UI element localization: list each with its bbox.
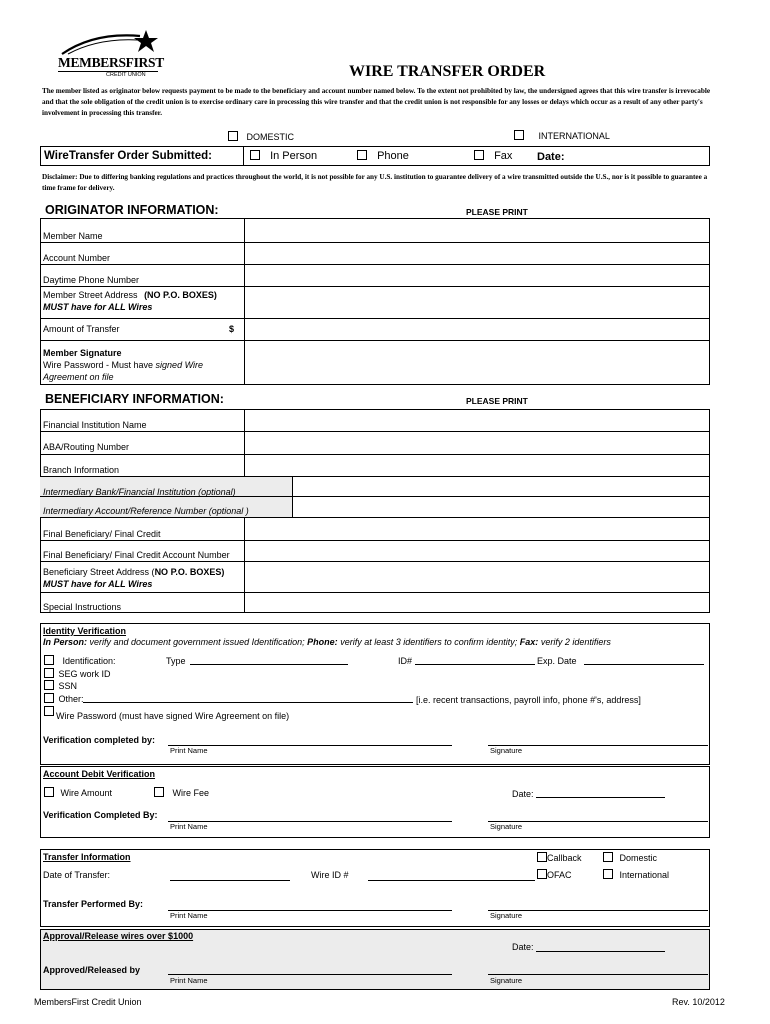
special-field[interactable] <box>245 593 709 612</box>
special-label: Special Instructions <box>43 602 122 612</box>
approval-heading: Approval/Release wires over $1000 <box>43 931 194 941</box>
logo <box>54 26 166 82</box>
member-address-field[interactable] <box>245 287 709 317</box>
transfer-international-row[interactable]: International <box>603 869 669 881</box>
other-hint: [i.e. recent transactions, payroll info, phone #'s, address] <box>416 695 641 705</box>
debit-date-label: Date: <box>512 789 534 799</box>
logo-brand: MEMBERSFIRST <box>58 55 164 70</box>
member-name-field[interactable] <box>245 219 709 241</box>
approved-label: Approved/Released by <box>43 965 141 975</box>
signature-label: Member Signature <box>43 348 122 358</box>
approved-signature-field[interactable] <box>488 974 708 975</box>
approval-date-label: Date: <box>512 942 534 952</box>
transfer-date-label: Date of Transfer: <box>43 870 111 880</box>
domestic-label: DOMESTIC <box>246 132 295 142</box>
inter-bank-label: Intermediary Bank/Financial Institution (optional) <box>43 487 236 497</box>
id-field[interactable] <box>415 664 535 665</box>
international-option[interactable] <box>514 130 610 141</box>
phone-number-field[interactable] <box>245 265 709 285</box>
fin-inst-label: Financial Institution Name <box>43 420 147 430</box>
phone-label: Daytime Phone Number <box>43 275 140 285</box>
logo-sub: CREDIT UNION <box>106 72 146 78</box>
ben-address-note: MUST have for ALL Wires <box>43 579 153 589</box>
inter-acct-label: Intermediary Account/Reference Number (optional ) <box>43 506 249 516</box>
ben-address-label: Beneficiary Street Address (NO P.O. BOXES) <box>43 567 225 577</box>
identity-heading: Identity Verification <box>43 626 127 636</box>
in-person-option[interactable] <box>250 150 317 162</box>
ben-address-field[interactable] <box>245 562 709 591</box>
aba-label: ABA/Routing Number <box>43 442 130 452</box>
footer-rev: Rev. 10/2012 <box>672 997 725 1007</box>
amount-field[interactable] <box>245 319 709 339</box>
final-credit-field[interactable] <box>245 518 709 539</box>
debit-heading: Account Debit Verification <box>43 769 156 779</box>
other-checkbox[interactable] <box>44 693 54 703</box>
amount-label: Amount of Transfer <box>43 324 120 334</box>
debit-print-caption: Print Name <box>170 822 208 831</box>
identification-row[interactable]: Identification: <box>44 655 116 667</box>
ssn-checkbox[interactable] <box>44 680 54 690</box>
address-note: MUST have for ALL Wires <box>43 302 153 312</box>
debit-completed-label: Verification Completed By: <box>43 810 158 820</box>
signature-caption: Signature <box>490 746 523 755</box>
identity-instructions: In Person: verify and document government issued Identification; Phone: verify at least 3 identifiers to confirm identity; Fax: verify 2 identifiers <box>43 637 611 647</box>
approved-print-caption: Print Name <box>170 976 208 985</box>
submitted-date-label: Date: <box>537 151 565 163</box>
member-name-label: Member Name <box>43 231 103 241</box>
wire-fee-row[interactable]: Wire Fee <box>154 787 209 799</box>
type-field[interactable] <box>190 664 348 665</box>
wire-amount-checkbox[interactable] <box>44 787 54 797</box>
approval-date-field[interactable] <box>536 951 665 952</box>
member-signature-field[interactable] <box>245 341 709 384</box>
fax-checkbox[interactable] <box>474 150 484 160</box>
debit-date-field[interactable] <box>536 797 665 798</box>
submitted-label: WireTransfer Order Submitted: <box>44 150 212 162</box>
password-label: Wire Password - Must have signed Wire <box>43 360 203 370</box>
transfer-date-field[interactable] <box>170 880 290 881</box>
transfer-domestic-row[interactable]: Domestic <box>603 852 657 864</box>
inter-bank-field[interactable] <box>293 477 709 495</box>
page-title: WIRE TRANSFER ORDER <box>349 63 546 80</box>
account-number-label: Account Number <box>43 253 111 263</box>
beneficiary-please-print: PLEASE PRINT <box>466 396 528 406</box>
in-person-checkbox[interactable] <box>250 150 260 160</box>
exp-label: Exp. Date <box>537 656 577 666</box>
domestic-checkbox[interactable] <box>228 131 238 141</box>
transfer-heading: Transfer Information <box>43 852 131 862</box>
identification-checkbox[interactable] <box>44 655 54 665</box>
branch-label: Branch Information <box>43 465 120 475</box>
phone-option[interactable] <box>357 150 409 162</box>
international-checkbox[interactable] <box>514 130 524 140</box>
wire-fee-checkbox[interactable] <box>154 787 164 797</box>
final-acct-field[interactable] <box>245 541 709 560</box>
wire-id-field[interactable] <box>368 880 535 881</box>
in-person-label: In Person <box>270 150 318 162</box>
originator-heading: ORIGINATOR INFORMATION: <box>45 203 219 217</box>
footer-org: MembersFirst Credit Union <box>34 997 142 1007</box>
fin-inst-field[interactable] <box>245 410 709 430</box>
account-number-field[interactable] <box>245 243 709 263</box>
ofac-row[interactable]: OFAC <box>537 869 572 881</box>
other-row[interactable]: Other: <box>44 693 84 705</box>
seg-row[interactable]: SEG work ID <box>44 668 111 680</box>
branch-field[interactable] <box>245 455 709 475</box>
exp-field[interactable] <box>584 664 704 665</box>
type-label: Type <box>166 656 186 666</box>
wire-password-label: Wire Password (must have signed Wire Agreement on file) <box>56 711 290 721</box>
fax-label: Fax <box>494 150 513 162</box>
phone-label: Phone <box>377 150 409 162</box>
seg-checkbox[interactable] <box>44 668 54 678</box>
debit-signature-caption: Signature <box>490 822 523 831</box>
dollar-sign: $ <box>229 324 235 334</box>
inter-acct-field[interactable] <box>293 497 709 516</box>
domestic-option[interactable] <box>228 131 294 142</box>
password-note: Agreement on file <box>43 372 114 382</box>
ssn-row[interactable]: SSN <box>44 680 77 692</box>
final-credit-label: Final Beneficiary/ Final Credit <box>43 529 161 539</box>
transfer-domestic-checkbox[interactable] <box>603 852 613 862</box>
print-name-caption: Print Name <box>170 746 208 755</box>
verification-completed-label: Verification completed by: <box>43 735 156 745</box>
international-label: INTERNATIONAL <box>538 131 610 141</box>
wire-id-label: Wire ID # <box>311 870 349 880</box>
approved-signature-caption: Signature <box>490 976 523 985</box>
verification-print-field[interactable] <box>168 745 452 746</box>
address-label: Member Street Address (NO P.O. BOXES) <box>43 290 217 300</box>
performed-print-field[interactable] <box>168 910 452 911</box>
phone-checkbox[interactable] <box>357 150 367 160</box>
performed-label: Transfer Performed By: <box>43 899 144 909</box>
final-acct-label: Final Beneficiary/ Final Credit Account Number <box>43 550 230 560</box>
callback-checkbox[interactable] <box>537 852 547 862</box>
id-label: ID# <box>398 656 413 666</box>
ofac-checkbox[interactable] <box>537 869 547 879</box>
performed-print-caption: Print Name <box>170 911 208 920</box>
aba-field[interactable] <box>245 432 709 453</box>
wire-password-row[interactable] <box>44 706 54 718</box>
wire-password-checkbox[interactable] <box>44 706 54 716</box>
fax-option[interactable] <box>474 150 512 162</box>
debit-print-field[interactable] <box>168 821 452 822</box>
performed-signature-caption: Signature <box>490 911 523 920</box>
transfer-international-checkbox[interactable] <box>603 869 613 879</box>
wire-amount-row[interactable]: Wire Amount <box>44 787 112 799</box>
beneficiary-heading: BENEFICIARY INFORMATION: <box>45 392 224 406</box>
intro-text: The member listed as originator below requests payment to be made to the beneficiary and account number named below. To the extent not prohibited by law, the undersigned agrees that this wire transfer is irrevocable and that the sole obligation of the credit union is to exercise ordinary care in processing this wire transfer and that the credit union is not responsible for any losses or delays which occur as a result of any other party's involvement in processing this transfer. <box>42 87 711 117</box>
approved-print-field[interactable] <box>168 974 452 975</box>
disclaimer: Disclaimer: Due to differing banking regulations and practices throughout the world, it is not possible for any U.S. institution to guarantee delivery of a wire transmitted outside the U.S., nor is it possible to guarantee a time frame for delivery. <box>42 173 708 192</box>
callback-row[interactable]: Callback <box>537 852 582 864</box>
originator-please-print: PLEASE PRINT <box>466 207 528 217</box>
other-field[interactable] <box>83 702 413 703</box>
